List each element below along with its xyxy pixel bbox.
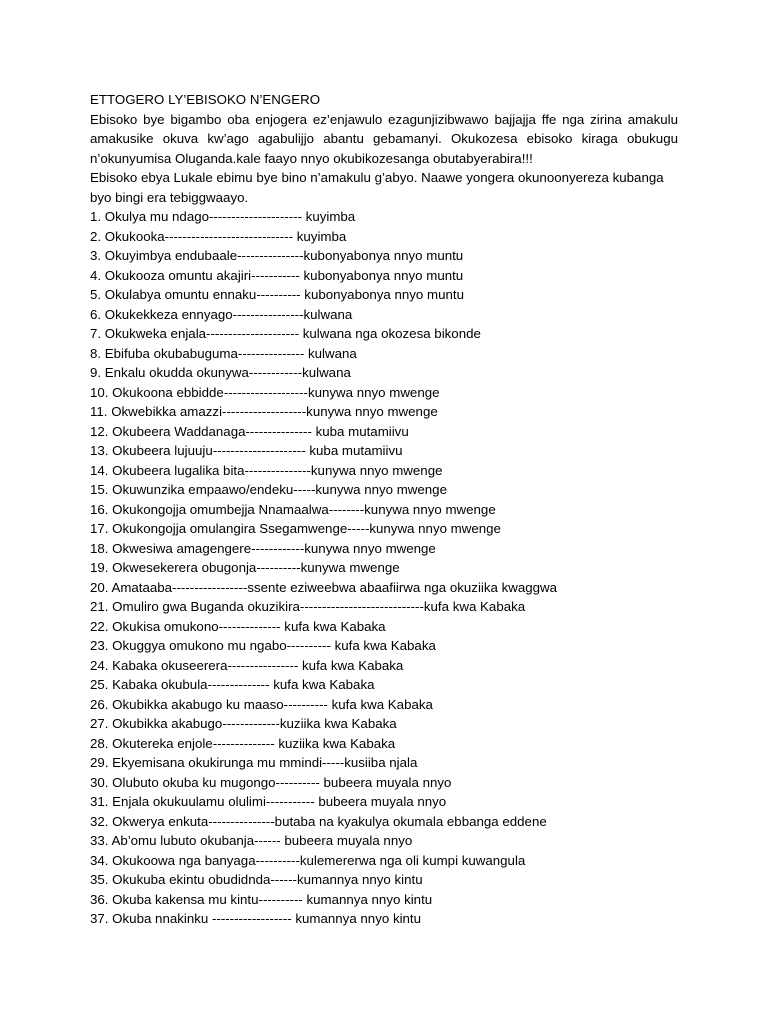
list-item: 19. Okwesekerera obugonja----------kunywa mwenge (90, 560, 400, 575)
list-item: 10. Okukoona ebbidde-------------------kunywa nnyo mwenge (90, 384, 440, 400)
list-item: 30. Olubuto okuba ku mugongo---------- bubeera muyala nnyo (90, 774, 452, 790)
list-item: 17. Okukongojja omulangira Ssegamwenge-----kunywa nnyo mwenge (90, 521, 501, 536)
list-item: 4. Okukooza omuntu akajiri----------- kubonyabonya nnyo muntu (90, 267, 464, 283)
list-item: 21. Omuliro gwa Buganda okuzikira----------------------------kufa kwa Kabaka (90, 599, 526, 614)
list-item: 28. Okutereka enjole-------------- kuziika kwa Kabaka (90, 735, 396, 751)
list-item: 12. Okubeera Waddanaga--------------- kuba mutamiivu (90, 423, 409, 439)
list-item: 3. Okuyimbya endubaale---------------kubonyabonya nnyo muntu (90, 248, 464, 263)
list-item: 29. Ekyemisana okukirunga mu mmindi-----kusiiba njala (90, 755, 418, 770)
list-item: 14. Okubeera lugalika bita---------------kunywa nnyo mwenge (90, 462, 443, 478)
list-item: 8. Ebifuba okubabuguma--------------- kulwana (90, 345, 357, 361)
list-item: 33. Ab’omu lubuto okubanja------ bubeera muyala nnyo (90, 833, 413, 848)
document-title: ETTOGERO LY’EBISOKO N’ENGERO (90, 92, 321, 107)
list-item: 11. Okwebikka amazzi-------------------kunywa nnyo mwenge (90, 404, 438, 419)
document-page (90, 90, 678, 929)
list-item: 26. Okubikka akabugo ku maaso---------- kufa kwa Kabaka (90, 696, 433, 712)
list-item: 7. Okukweka enjala--------------------- kulwana nga okozesa bikonde (90, 326, 481, 341)
list-item: 9. Enkalu okudda okunywa------------kulwana (90, 365, 351, 380)
list-item: 1. Okulya mu ndago--------------------- kuyimba (90, 209, 356, 224)
intro-paragraph-2: Ebisoko ebya Lukale ebimu bye bino n’amakulu g’abyo. Naawe yongera okunoonyereza kubanga byo bingi era tebiggwaayo. (90, 170, 664, 205)
list-item: 18. Okwesiwa amagengere------------kunywa nnyo mwenge (90, 540, 436, 556)
proverb-list (90, 207, 678, 929)
list-item: 37. Okuba nnakinku ------------------ kumannya nnyo kintu (90, 911, 422, 926)
list-item: 27. Okubikka akabugo-------------kuziika kwa Kabaka (90, 716, 397, 731)
list-item: 16. Okukongojja omumbejja Nnamaalwa--------kunywa nnyo mwenge (90, 501, 496, 517)
list-item: 36. Okuba kakensa mu kintu---------- kumannya nnyo kintu (90, 891, 433, 907)
list-item: 15. Okuwunzika empaawo/endeku-----kunywa nnyo mwenge (90, 482, 447, 497)
list-item: 35. Okukuba ekintu obudidnda------kumannya nnyo kintu (90, 872, 423, 887)
list-item: 6. Okukekkeza ennyago----------------kulwana (90, 306, 353, 322)
list-item: 31. Enjala okukuulamu olulimi----------- bubeera muyala nnyo (90, 794, 447, 809)
list-item: 2. Okukooka----------------------------- kuyimba (90, 228, 347, 244)
intro-paragraph: Ebisoko bye bigambo oba enjogera ez’enjawulo ezagunjizibwawo bajjajja ffe nga zirina amakulu amakusike okuva kw’ago agabulijjo abantu gebamanyi. Okukozesa ebisoko kiraga obukugu n’okunyumisa Oluganda.kale faayo nnyo okubikozesanga obutabyerabira!!! (90, 111, 678, 166)
list-item: 20. Amataaba-----------------ssente eziweebwa abaafiirwa nga okuziika kwaggwa (90, 579, 558, 595)
list-item: 13. Okubeera lujuuju--------------------- kuba mutamiivu (90, 443, 403, 458)
list-item: 25. Kabaka okubula-------------- kufa kwa Kabaka (90, 677, 375, 692)
list-item: 22. Okukisa omukono-------------- kufa kwa Kabaka (90, 618, 386, 634)
list-item: 5. Okulabya omuntu ennaku---------- kubonyabonya nnyo muntu (90, 287, 464, 302)
list-item: 24. Kabaka okuseerera---------------- kufa kwa Kabaka (90, 657, 404, 673)
list-item: 34. Okukoowa nga banyaga----------kulemererwa nga oli kumpi kuwangula (90, 852, 526, 868)
list-item: 32. Okwerya enkuta---------------butaba na kyakulya okumala ebbanga eddene (90, 813, 547, 829)
list-item: 23. Okuggya omukono mu ngabo---------- kufa kwa Kabaka (90, 638, 436, 653)
